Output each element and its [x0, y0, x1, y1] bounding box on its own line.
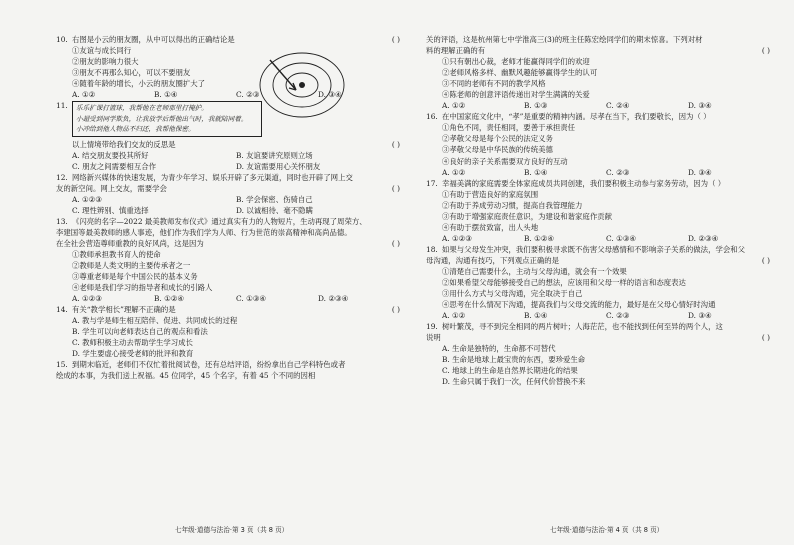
statement: ③朋友不再那么知心，可以不要朋友	[72, 68, 191, 78]
question-text: 母沟通，沟通有技巧，下列观点正确的是	[426, 255, 560, 265]
option: C. ②④	[606, 101, 630, 111]
question-number: 19.	[426, 322, 438, 332]
question-16	[426, 111, 770, 122]
option: D. 以诚相待、毫不隐瞒	[236, 205, 313, 215]
option: C. 教师积极主动去帮助学生学习成长	[72, 338, 193, 348]
statement: ②孝敬父母是每个公民的法定义务	[442, 134, 553, 144]
answer-options	[426, 310, 770, 321]
answer-options	[56, 161, 400, 172]
question-text: 树叶繁茂，寻不到完全相同的两片树叶；人海茫茫，也不能找到任何至异的两个人，这	[442, 322, 723, 332]
question-text: 到期末临近，老师们不仅忙着批阅试卷，还有总结评语，纷纷拿出自己学科特色或者	[72, 360, 346, 370]
statement: ③有助于增强家庭责任意识，为建设和谐家庭作贡献	[442, 211, 612, 221]
question-number: 10.	[56, 35, 68, 44]
statement: ④随着年龄的增长，小云的朋友圈扩大了	[72, 79, 206, 89]
answer-blank: ( )	[761, 46, 770, 56]
page-footer-left: 七年级·道德与法治·第 3 页（共 8 页）	[175, 526, 289, 534]
question-19-cont	[426, 332, 770, 343]
option: B. ①④	[524, 311, 548, 321]
option: C. ①③④	[236, 294, 266, 304]
statement: ④思考在什么情况下沟通，提高我们与父母交流的能力，最好是在父母心情好时沟通	[442, 300, 716, 310]
question-text: 右图是小云的朋友圈，从中可以得出的正确结论是	[72, 35, 235, 44]
statement: ②朋友的影响力很大	[72, 57, 139, 67]
statement: ①有助于营造良好的家庭氛围	[442, 189, 539, 199]
statement: ④良好的亲子关系需要双方良好的互动	[442, 156, 568, 166]
option: A. 结交朋友要投其所好	[72, 150, 149, 160]
statement: ④老师是我们学习的指导者和成长的引路人	[72, 283, 213, 293]
answer-blank: ( )	[761, 333, 770, 343]
question-number: 11.	[56, 101, 68, 111]
answer-options	[56, 89, 400, 100]
option: A. ①②③	[72, 194, 102, 204]
statement: ④陈老师的创意评语传递出对学生满满的关爱	[442, 90, 590, 100]
scenario-line: 小超受到同学欺负，让我放学后帮他出气时，我就陪同着。	[76, 114, 248, 123]
statement: ①友谊与成长同行	[72, 46, 132, 56]
option: A. ①②	[442, 311, 466, 321]
answer-options	[426, 100, 770, 111]
question-11-prompt	[56, 139, 400, 150]
answer-blank: ( )	[391, 139, 400, 149]
option: D. ②③④	[318, 294, 349, 304]
option: C. 理性辨别、慎重选择	[72, 205, 149, 215]
question-14	[56, 304, 400, 315]
page-footer-right: 七年级·道德与法治·第 4 页（共 8 页）	[550, 526, 664, 534]
scenario-line: 乐乐扩课打篮球，我帮他在老师那里打掩护。	[76, 104, 208, 113]
question-15-cont	[426, 45, 770, 56]
question-number: 16.	[426, 112, 438, 122]
statement: ②教师是人类文明的主要传承者之一	[72, 261, 191, 271]
option: D. 学生要虚心接受老师的批评和教育	[72, 349, 194, 359]
statement: ④有助于摆贫致富，出人头地	[442, 222, 539, 232]
option: D. ③④	[318, 90, 342, 100]
question-text: 幸福美满的家庭需要全体家庭成员共同创建，我们要积极主动参与家务劳动，因为（ ）	[442, 178, 726, 188]
answer-blank: ( )	[391, 305, 400, 315]
statement: ②如果希望父母能够接受自己的想法，应该用和父母一样的语言和态度表达	[442, 278, 686, 288]
question-number: 18.	[426, 244, 438, 254]
option: C. ②③	[606, 311, 630, 321]
question-18-cont	[426, 255, 770, 266]
answer-options	[426, 167, 770, 178]
question-19	[426, 321, 770, 332]
question-11	[56, 100, 400, 138]
statement: ③用什么方式与父母沟通，完全取决于自己	[442, 289, 583, 299]
statement: ③尊重老师是每个中国公民的基本义务	[72, 272, 198, 282]
left-column	[56, 34, 400, 382]
option: D. ③④	[688, 101, 712, 111]
option: B. 学生可以向老师表达自己的观点和看法	[72, 327, 208, 337]
answer-options	[56, 293, 400, 304]
option: D. ③④	[688, 167, 712, 177]
question-text: 说明	[426, 333, 441, 343]
statement: ③不同的老师有不同的教学风格	[442, 79, 546, 89]
option: C. ②③	[236, 90, 260, 100]
question-text: 绘成的本事，为我们送上祝福。45 位同学，45 个名字，有着 45 个不同的因相	[56, 371, 316, 381]
option: B. ①④	[524, 167, 548, 177]
right-column	[426, 34, 770, 388]
option: A. 教与学是师生相互陪伴、促进、共同成长的过程	[72, 316, 238, 326]
answer-options	[56, 205, 400, 216]
question-text: 关的评语，这是杭州第七中学淮高三(3)的班主任陈宏绘同学们的期末惊喜。下列对材	[426, 35, 703, 44]
question-text: 《闪亮的名字—2022 最美教师发布仪式》通过真实有力的人物短片，生动再现了周荣方、	[72, 216, 367, 226]
answer-options	[56, 194, 400, 205]
option: C. 朋友之间需要相互合作	[72, 161, 156, 171]
option: B. 友谊要讲究原则立场	[236, 150, 313, 160]
option: D. ③④	[688, 311, 712, 321]
option: B. ①③	[524, 101, 548, 111]
question-text: 在全社会营造尊师重教的良好风尚，这是因为	[56, 238, 204, 248]
question-number: 14.	[56, 305, 68, 315]
statement: ②有助于养成劳动习惯，提高自我管理能力	[442, 200, 583, 210]
answer-blank: ( )	[391, 35, 400, 44]
answer-blank: ( )	[391, 183, 400, 193]
option: A. ①②③	[72, 294, 102, 304]
question-13-cont	[56, 238, 400, 249]
question-18	[426, 244, 770, 255]
question-text: 有关“教学相长”理解不正确的是	[72, 305, 176, 315]
question-text: 网络新兴媒体的快速发展，为青少年学习、娱乐开辟了多元渠道，同时也开辟了网上交	[72, 172, 353, 182]
option: D. 生命只属于我们一次，任何代价替换不来	[442, 377, 586, 387]
option: A. ①②③	[442, 233, 472, 243]
question-number: 13.	[56, 216, 68, 226]
option: A. ①②	[442, 101, 466, 111]
statement: ③孝敬父母是中华民族的传统美德	[442, 145, 553, 155]
scenario-line: 小冲给到他人物品不归还，我帮他保密。	[76, 125, 195, 134]
question-12	[56, 172, 400, 183]
option: C. ②③	[606, 167, 630, 177]
option: C. ①③④	[606, 233, 636, 243]
option: D. ②③④	[688, 233, 719, 243]
question-text: 友的新空间。网上交友，需要学会	[56, 183, 167, 193]
option: C. 地球上的生命是自然界长期进化的结果	[442, 366, 578, 376]
option: B. 学会保密、伤骑自己	[236, 194, 313, 204]
option: A. ①②	[72, 90, 96, 100]
statement: ①只有朝出心裁，老师才能赢得同学们的欢迎	[442, 57, 590, 67]
option: B. ①②④	[524, 233, 555, 243]
question-number: 17.	[426, 178, 438, 188]
statement: ①角色不同，责任相同，要善于承担责任	[442, 123, 576, 133]
statement: ①清楚自己需要什么，主动与父母沟通，就会有一个效果	[442, 266, 627, 276]
question-text: 李建国等最美教师的感人事迹，他们作为我们学为人师、行为世范的崇高精神和高尚品德。	[56, 227, 352, 237]
option: B. ①②④	[154, 294, 185, 304]
statement: ①教师承担教书育人的使命	[72, 249, 161, 259]
question-10	[56, 34, 400, 45]
option: A. 生命是独特的，生命都不可替代	[442, 344, 556, 354]
question-number: 12.	[56, 172, 68, 182]
question-text: 在中国家庭文化中，“孝”是重要的精神内涵。尽孝在当下，我们要敬长，因为（ ）	[442, 112, 711, 122]
scenario-box	[72, 101, 262, 136]
answer-options	[56, 150, 400, 161]
option: D. 友谊需要用心关怀朋友	[236, 161, 321, 171]
question-15	[56, 359, 400, 370]
answer-blank: ( )	[391, 238, 400, 248]
answer-options	[426, 233, 770, 244]
question-text: 料的理解正确的有	[426, 46, 486, 56]
option: B. 生命是地球上最宝贵的东西，要珍爱生命	[442, 355, 586, 365]
statement: ②老师风格多样、幽默风趣能够赢得学生的认可	[442, 68, 598, 78]
option: B. ①④	[154, 90, 178, 100]
answer-blank: ( )	[761, 255, 770, 265]
question-number: 15.	[56, 360, 68, 370]
question-text: 如果与父母发生冲突，我们要积极寻求既不伤害父母感情和不影响亲子关系的做法，学会和父	[442, 244, 746, 254]
option: A. ①②	[442, 167, 466, 177]
question-12-cont	[56, 183, 400, 194]
question-13	[56, 216, 400, 227]
question-text: 以上情境带给我们交友的反思是	[72, 139, 176, 149]
question-17	[426, 178, 770, 189]
